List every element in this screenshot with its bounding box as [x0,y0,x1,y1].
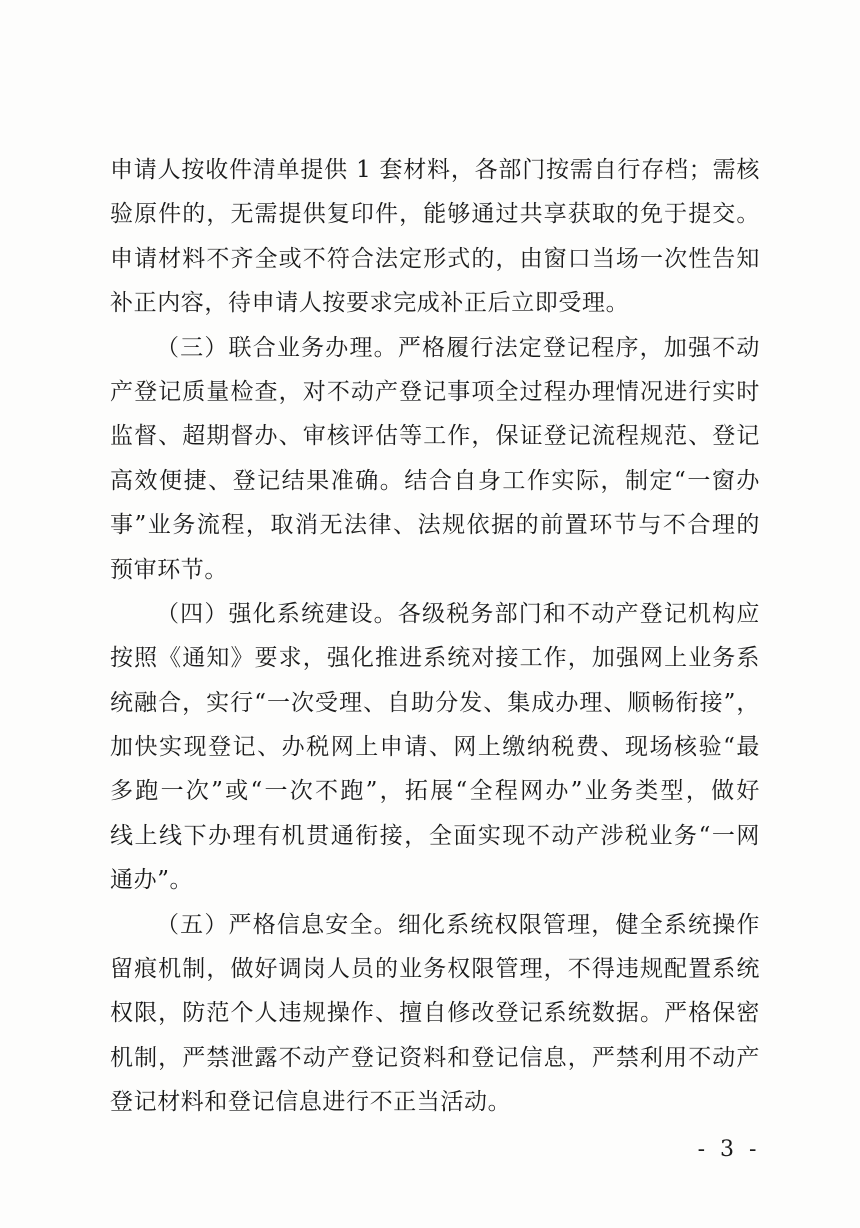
text-line: （五）严格信息安全。细化系统权限管理，健全系统操作 [156,911,760,938]
text-line: 按照《通知》要求，强化推进系统对接工作，加强网上业务系 [110,645,760,672]
text-line: 统融合，实行“一次受理、自助分发、集成办理、顺畅衔接”， [110,689,760,716]
text-line: （四）强化系统建设。各级税务部门和不动产登记机构应 [156,600,760,627]
text-line: 监督、超期督办、审核评估等工作，保证登记流程规范、登记 [110,423,760,450]
text-line: 事”业务流程，取消无法律、法规依据的前置环节与不合理的 [110,512,760,539]
text-line: 产登记质量检查，对不动产登记事项全过程办理情况进行实时 [110,378,760,405]
text-line: 登记材料和登记信息进行不正当活动。 [110,1089,512,1116]
text-line: 验原件的，无需提供复印件，能够通过共享获取的免于提交。 [110,201,760,228]
text-line: 通办”。 [110,867,194,894]
text-line: 加快实现登记、办税网上申请、网上缴纳税费、现场核验“最 [110,734,760,761]
text-line: 补正内容，待申请人按要求完成补正后立即受理。 [110,290,630,317]
text-line: 机制，严禁泄露不动产登记资料和登记信息，严禁利用不动产 [110,1044,760,1071]
text-line: 线上线下办理有机贯通衔接，全面实现不动产涉税业务“一网 [110,822,760,849]
text-line: 留痕机制，做好调岗人员的业务权限管理，不得违规配置系统 [110,956,760,983]
text-line: 高效便捷、登记结果准确。结合自身工作实际，制定“一窗办 [110,467,760,494]
text-line: 多跑一次”或“一次不跑”，拓展“全程网办”业务类型，做好 [110,778,760,805]
body-text [110,148,760,1125]
text-line: 预审环节。 [110,556,228,583]
text-line: 权限，防范个人违规操作、擅自修改登记系统数据。严格保密 [110,1000,760,1027]
page-number: - 3 - [697,1137,761,1162]
text-line: 申请材料不齐全或不符合法定形式的，由窗口当场一次性告知 [110,245,760,272]
text-line: （三）联合业务办理。严格履行法定登记程序，加强不动 [156,334,760,361]
text-line: 申请人按收件清单提供 1 套材料，各部门按需自行存档；需核 [110,157,760,183]
